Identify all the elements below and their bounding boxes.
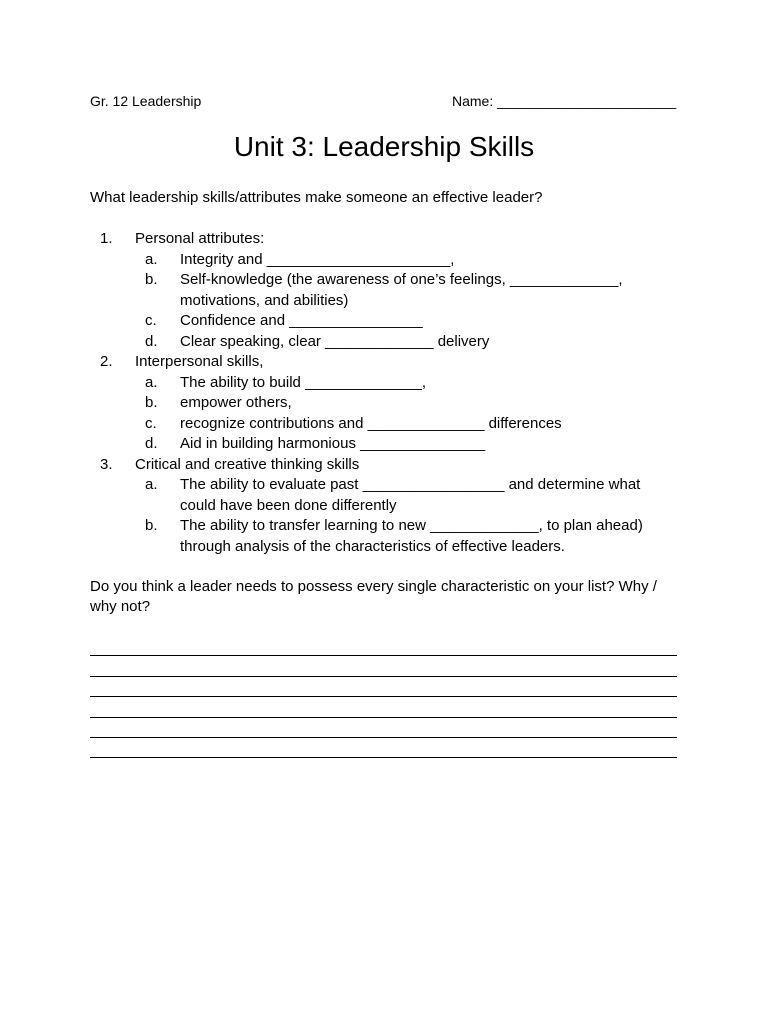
answer-line	[90, 738, 677, 758]
item-text: recognize contributions and ______________ differences	[180, 414, 562, 432]
list-item	[90, 414, 680, 435]
item-text: Clear speaking, clear _____________ delivery	[180, 332, 490, 350]
list-item	[90, 250, 680, 271]
answer-line	[90, 697, 677, 717]
section-number: 3.	[100, 455, 113, 473]
list-item	[90, 475, 680, 516]
item-text: Integrity and ______________________,	[180, 250, 455, 268]
section-number: 1.	[100, 230, 113, 247]
item-text: Self-knowledge (the awareness of one’s feelings, _____________, motivations, and abilities)	[180, 271, 623, 309]
name-field-label: Name: _______________________	[452, 93, 677, 109]
item-letter: c.	[145, 312, 157, 329]
list-item	[90, 393, 680, 414]
intro-question: What leadership skills/attributes make someone an effective leader?	[90, 189, 543, 206]
item-letter: d.	[145, 332, 158, 350]
section-interpersonal-skills	[90, 352, 680, 373]
item-letter: b.	[145, 517, 158, 534]
list-item	[90, 434, 680, 455]
item-text: empower others,	[180, 394, 292, 411]
item-text: The ability to transfer learning to new _____________, to plan ahead) through analysis of the characteristics of effective leaders.	[180, 517, 643, 555]
section-label: Personal attributes:	[135, 230, 265, 247]
answer-lines	[90, 636, 677, 758]
item-text: The ability to build ______________,	[180, 373, 427, 391]
item-letter: d.	[145, 435, 158, 452]
closing-question: Do you think a leader needs to possess every single characteristic on your list? Why / why not?	[90, 578, 657, 615]
item-letter: a.	[145, 250, 158, 268]
answer-line	[90, 636, 677, 656]
section-label: Interpersonal skills,	[135, 353, 264, 370]
list-item	[90, 270, 680, 311]
answer-line	[90, 677, 677, 697]
answer-line	[90, 656, 677, 676]
course-label: Gr. 12 Leadership	[90, 93, 202, 109]
item-letter: a.	[145, 476, 158, 493]
item-text: The ability to evaluate past _________________ and determine what could have been done differently	[180, 476, 641, 514]
item-letter: b.	[145, 271, 158, 288]
section-personal-attributes	[90, 229, 680, 250]
list-item	[90, 311, 680, 332]
page-title: Unit 3: Leadership Skills	[233, 131, 535, 162]
section-critical-thinking	[90, 455, 680, 476]
section-label: Critical and creative thinking skills	[135, 455, 360, 473]
skills-list	[90, 229, 680, 557]
item-letter: a.	[145, 373, 158, 391]
item-letter: b.	[145, 394, 158, 411]
answer-line	[90, 718, 677, 738]
list-item	[90, 516, 680, 557]
item-text: Confidence and ________________	[180, 312, 423, 329]
item-letter: c.	[145, 414, 157, 432]
list-item	[90, 373, 680, 394]
section-number: 2.	[100, 353, 113, 370]
list-item	[90, 332, 680, 353]
item-text: Aid in building harmonious _______________	[180, 435, 486, 452]
